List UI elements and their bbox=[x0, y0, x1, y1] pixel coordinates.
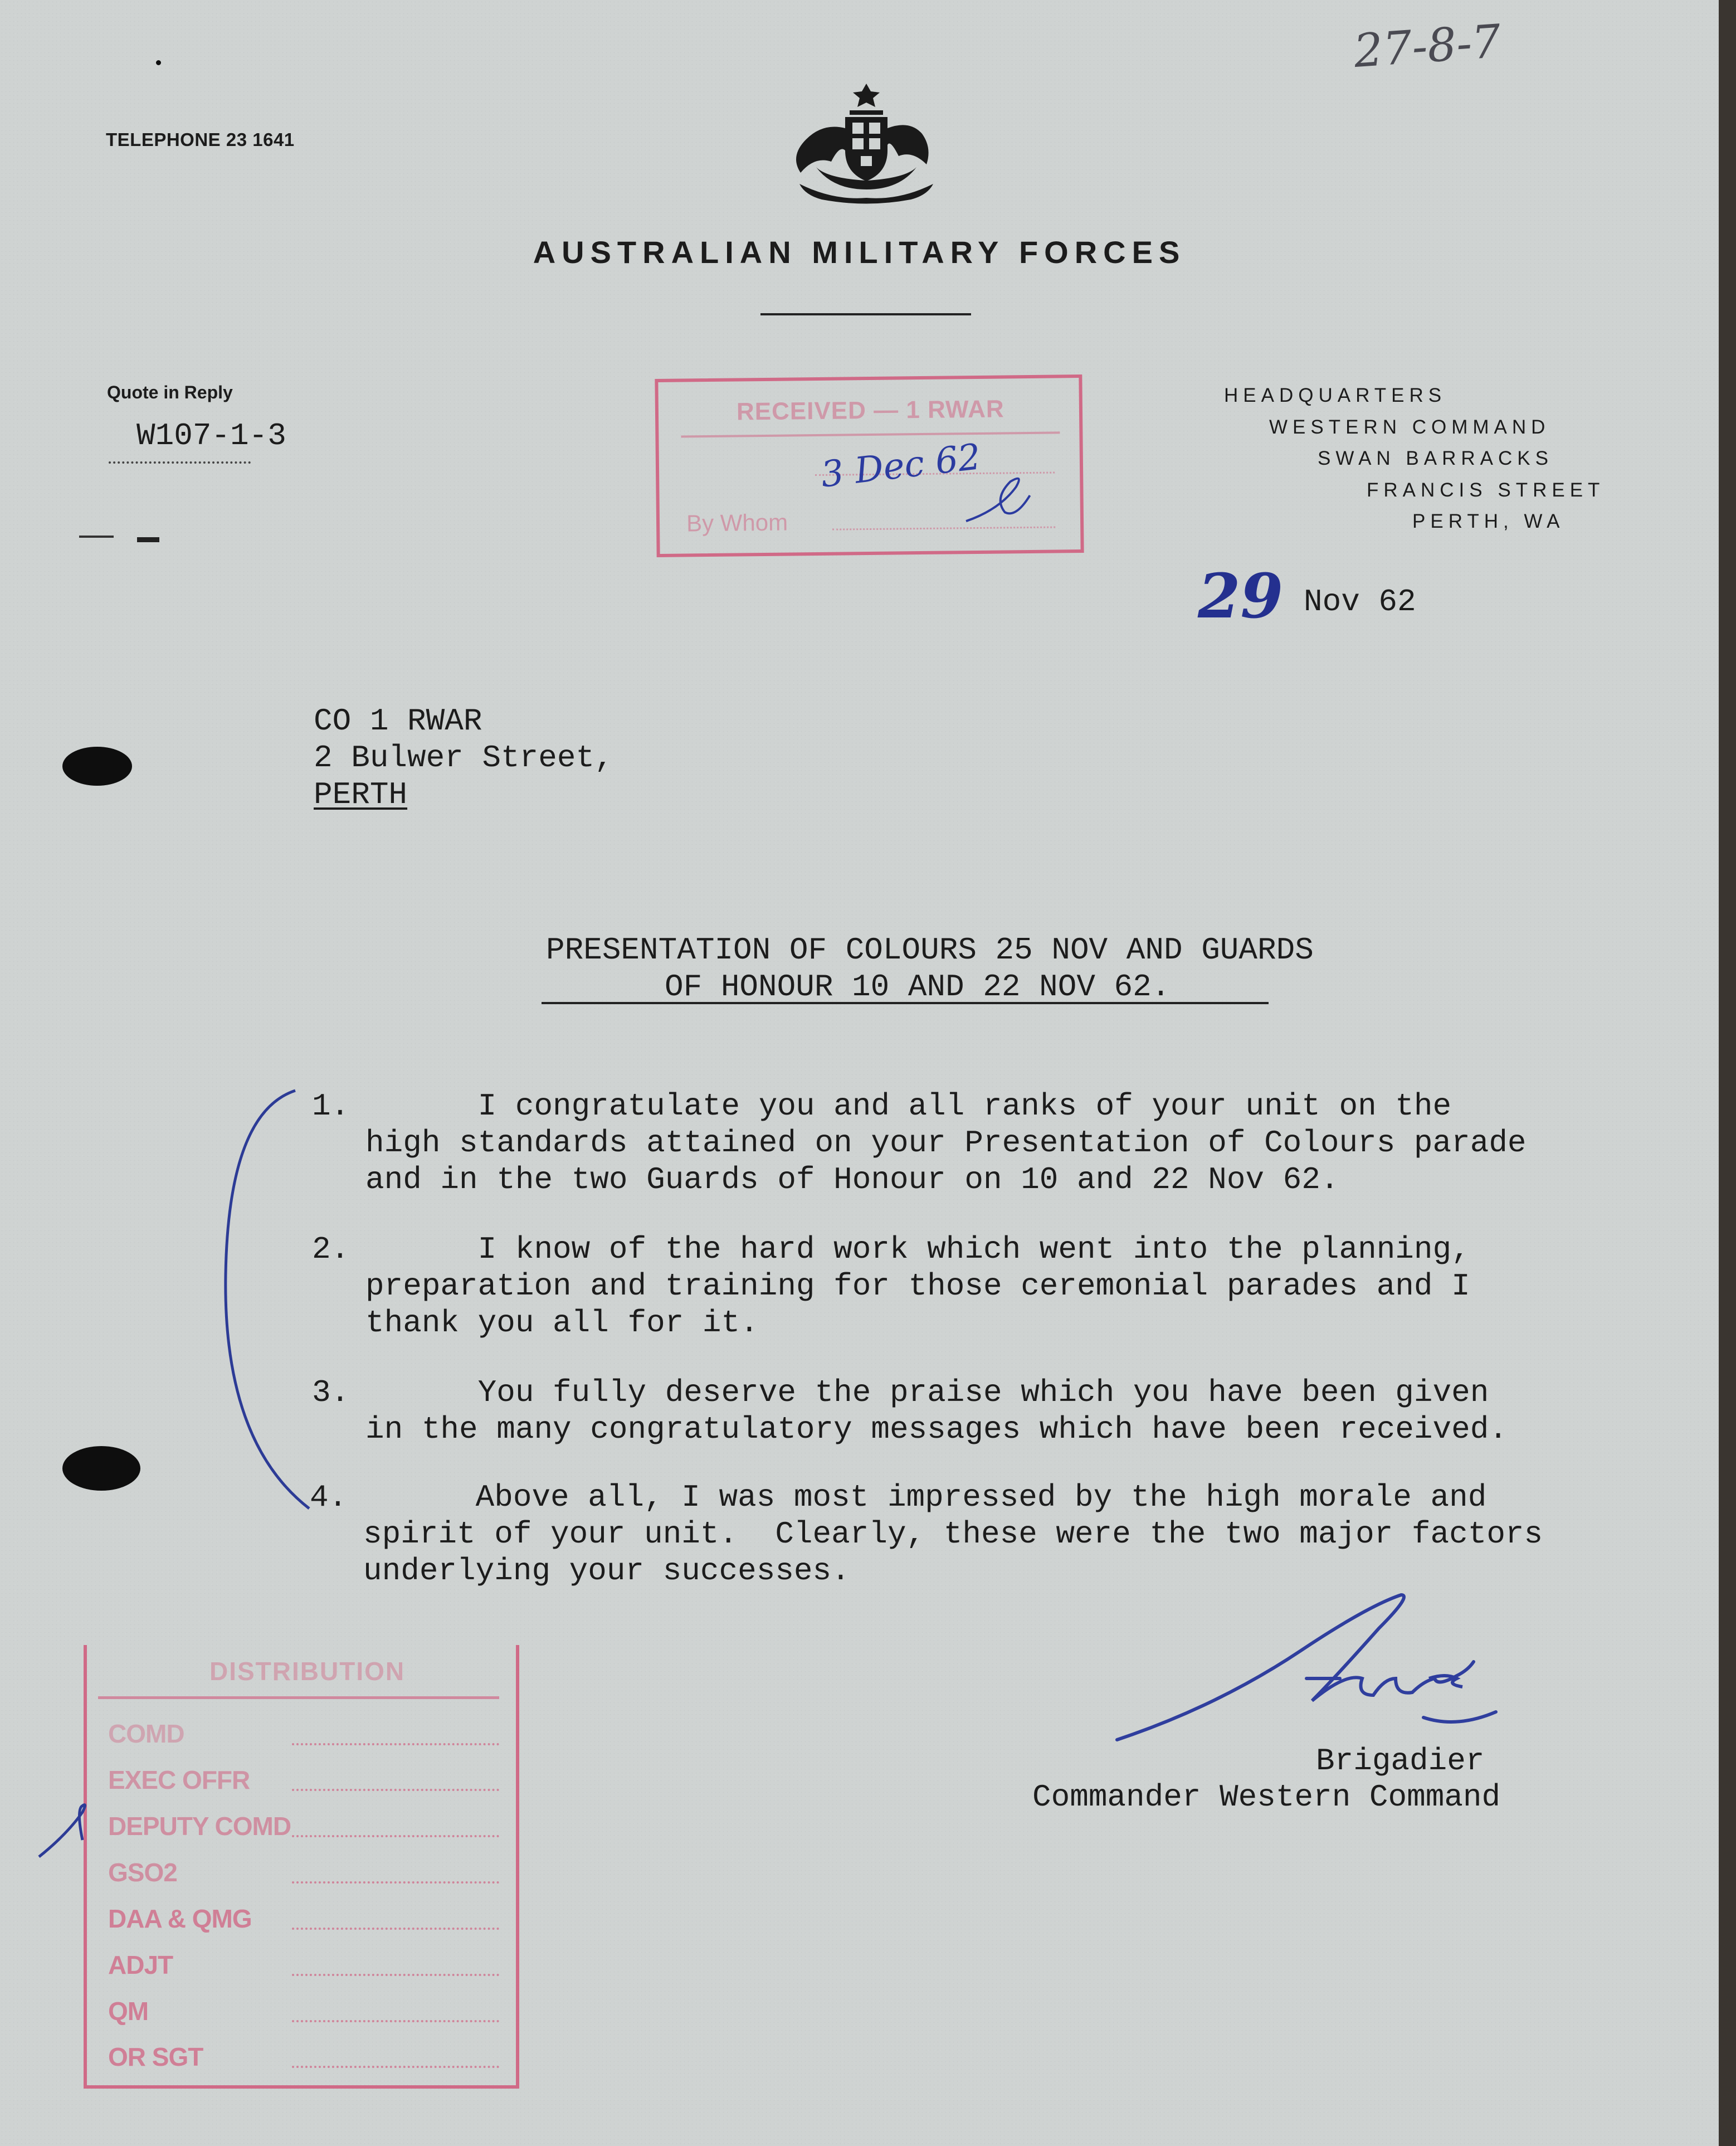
paragraph-number: 1. bbox=[312, 1088, 350, 1124]
subject-underline bbox=[542, 1002, 1269, 1004]
punch-hole bbox=[62, 1446, 140, 1491]
addressee-line-3: PERTH bbox=[314, 777, 408, 812]
subject-line-2: OF HONOUR 10 AND 22 NOV 62. bbox=[665, 969, 1171, 1005]
heading-rule bbox=[760, 313, 971, 315]
paragraph-line: I congratulate you and all ranks of your unit on the bbox=[365, 1088, 1452, 1124]
paragraph-line: thank you all for it. bbox=[365, 1305, 759, 1341]
paragraph-number: 2. bbox=[312, 1232, 350, 1267]
signature-mark bbox=[1111, 1589, 1513, 1756]
distribution-row: ADJT bbox=[108, 1950, 173, 1979]
received-date: 3 Dec 62 bbox=[818, 436, 983, 496]
paragraph-line: I know of the hard work which went into the planning, bbox=[365, 1232, 1470, 1267]
subject-line-1: PRESENTATION OF COLOURS 25 NOV AND GUARDS bbox=[546, 932, 1314, 968]
tick-mark bbox=[35, 1794, 113, 1861]
received-stamp bbox=[655, 374, 1084, 557]
distribution-dotted-line bbox=[292, 2066, 499, 2068]
stamp-rule bbox=[98, 1696, 499, 1699]
distribution-title: DISTRIBUTION bbox=[209, 1657, 406, 1686]
paragraph-line: preparation and training for those ceremonial parades and I bbox=[365, 1268, 1470, 1304]
speck bbox=[156, 60, 161, 65]
bracket-mark bbox=[212, 1084, 318, 1519]
distribution-row: OR SGT bbox=[108, 2042, 203, 2071]
received-stamp-title: RECEIVED — 1 RWAR bbox=[736, 395, 1004, 426]
margin-dash bbox=[79, 536, 114, 538]
distribution-dotted-line bbox=[292, 1881, 499, 1884]
paragraph-line: Above all, I was most impressed by the high morale and bbox=[363, 1480, 1487, 1515]
paragraph-line: spirit of your unit. Clearly, these were the two major factors bbox=[363, 1516, 1543, 1552]
distribution-row: DAA & QMG bbox=[108, 1904, 252, 1933]
addressee-line-2: 2 Bulwer Street, bbox=[314, 740, 613, 776]
paragraph-line: You fully deserve the praise which you have been given bbox=[365, 1375, 1489, 1410]
initials-mark bbox=[960, 468, 1038, 529]
by-whom-label: By Whom bbox=[686, 509, 788, 537]
paragraph-line: high standards attained on your Presentation of Colours parade bbox=[365, 1125, 1527, 1161]
paragraph-line: and in the two Guards of Honour on 10 and 22 Nov 62. bbox=[365, 1162, 1339, 1198]
distribution-dotted-line bbox=[292, 1835, 499, 1837]
distribution-row: QM bbox=[108, 1997, 149, 2026]
organisation-heading: AUSTRALIAN MILITARY FORCES bbox=[533, 235, 1186, 270]
distribution-row: DEPUTY COMD bbox=[108, 1812, 291, 1841]
punch-hole bbox=[62, 747, 132, 786]
distribution-stamp bbox=[84, 1645, 519, 2089]
distribution-dotted-line bbox=[292, 1743, 499, 1745]
distribution-row: COMD bbox=[108, 1719, 184, 1748]
hq-line-3: SWAN BARRACKS bbox=[1318, 447, 1553, 469]
hq-line-5: PERTH, WA bbox=[1412, 510, 1565, 532]
letter-date: Nov 62 bbox=[1304, 584, 1416, 620]
hq-line-4: FRANCIS STREET bbox=[1367, 479, 1605, 501]
signatory-rank: Brigadier bbox=[1316, 1743, 1485, 1779]
page-edge bbox=[1719, 0, 1736, 2146]
paragraph-number: 4. bbox=[310, 1480, 348, 1515]
margin-dash bbox=[137, 537, 159, 542]
addressee-line-1: CO 1 RWAR bbox=[314, 703, 482, 739]
handwritten-file-ref: 27-8-7 bbox=[1352, 14, 1503, 79]
hq-line-1: HEADQUARTERS bbox=[1224, 385, 1447, 406]
distribution-dotted-line bbox=[292, 1928, 499, 1930]
paragraph-line: in the many congratulatory messages which have been received. bbox=[365, 1412, 1508, 1447]
distribution-dotted-line bbox=[292, 2020, 499, 2022]
hq-line-2: WESTERN COMMAND bbox=[1269, 416, 1550, 438]
signatory-title: Commander Western Command bbox=[1032, 1779, 1501, 1815]
distribution-row: GSO2 bbox=[108, 1858, 177, 1887]
telephone-line: TELEPHONE 23 1641 bbox=[106, 129, 295, 150]
quote-dotted-rule bbox=[109, 461, 251, 464]
distribution-dotted-line bbox=[292, 1974, 499, 1976]
quote-in-reply-label: Quote in Reply bbox=[107, 382, 233, 402]
stamp-rule bbox=[681, 431, 1060, 437]
handwritten-day: 29 bbox=[1198, 560, 1284, 632]
paragraph-number: 3. bbox=[312, 1375, 350, 1410]
distribution-row: EXEC OFFR bbox=[108, 1765, 250, 1794]
coat-of-arms-icon bbox=[783, 78, 950, 206]
paragraph-line: underlying your successes. bbox=[363, 1553, 850, 1589]
quote-reference: W107-1-3 bbox=[136, 418, 286, 454]
distribution-dotted-line bbox=[292, 1789, 499, 1791]
